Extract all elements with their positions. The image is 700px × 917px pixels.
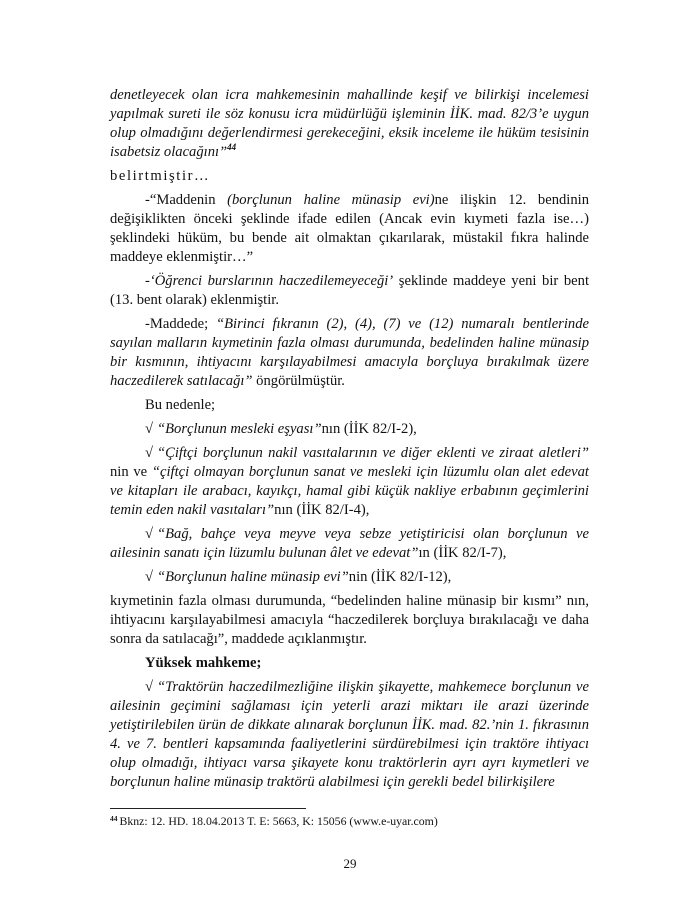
footnote [110,814,589,829]
kiymetinin-text: kıymetinin fazla olması durumunda, “bedelinden haline münasip bir kısmı” nın, ihtiyacını karşılayabilmesi amacıyla “haczedilerek borçluya bırakılacağı ve daha sonra da satılacağı”, maddede açıklanmıştır. [110,593,589,647]
maddede-paragraph [110,315,589,391]
maddede-suffix: öngörülmüştür. [252,373,345,389]
ogrenci-suffix: şeklinde maddeye yeni bir bent (13. bent olarak) eklenmiştir. [110,273,589,308]
checklist-item [110,568,589,587]
checklist-item [110,444,589,520]
quote-text: denetleyecek olan icra mahkemesinin mahallinde keşif ve bilirkişi incelemesi yapılmak sureti ile söz konusu icra müdürlüğü işleminin İİK. mad. 82/3’e uygun olup olmadığını değerlendirmesi gerekeceğini, eksik inceleme ile hüküm tesisinin isabetsiz olacağını” [110,87,589,160]
checklist-item-suffix: ın (İİK 82/I-7), [418,545,507,561]
checkmark-icon: √ [145,569,154,585]
footnote-separator [110,808,306,809]
footnote-number: 44 [110,814,118,823]
ogrenci-prefix: - [145,273,150,289]
traktor-paragraph [110,678,589,792]
page-number: 29 [343,856,357,871]
checklist-item-italic: “Borçlunun haline münasip evi” [157,569,349,585]
maddenin-prefix: -“Maddenin [145,192,228,208]
checkmark-icon: √ [145,445,154,461]
checklist-item-suffix: nın (İİK 82/I-2), [321,421,417,437]
bu-nedenle-text: Bu nedenle; [145,397,216,413]
quote-continuation-paragraph [110,86,589,162]
maddenin-italic: (borçlunun haline münasip evi) [227,192,435,208]
checklist-item-suffix: nın (İİK 82/I-4), [274,502,370,518]
ogrenci-burslari-paragraph [110,272,589,310]
traktor-italic: “Traktörün haczedilmezliğine ilişkin şikayette, mahkemece borçlunun ve ailesinin geçimini sağlaması için yeterli arazi miktarı ile arazi üzerinde yetiştirilebilen ürün de dikkate alınarak borçlunun İİK. mad. 82.’nin 1. fıkrasının 4. ve 7. bentleri kapsamında faaliyetlerini sürdürebilmesi için traktöre ihtiyacı olup olmadığı, ihtiyacı varsa şikayete konu traktörlerin ayrı ayrı kıymetleri ve borçlunun haline münasip traktörü alabilmesi için gerekli bedel bilirkişilere [110,679,589,790]
footnote-reference[interactable]: 44 [227,142,237,152]
checklist-item-italic: “Çiftçi borçlunun nakil vasıtalarının ve diğer eklenti ve ziraat aletleri” [157,445,589,461]
belirtmistir-text: belirtmiştir… [110,168,211,184]
checkmark-icon: √ [145,679,154,695]
checklist-item-suffix: nin (İİK 82/I-12), [348,569,452,585]
checklist-item [110,420,589,439]
maddenin-paragraph [110,191,589,267]
checklist-item [110,525,589,563]
yuksek-mahkeme-heading: Yüksek mahkeme; [145,655,262,671]
checklist-item-middle: nin ve [110,464,152,480]
checklist-item-italic-2: “çiftçi olmayan borçlunun sanat ve mesleki için lüzumlu olan alet edevat ve kitapları ile arabacı, kayıkçı, hamal gibi küçük nakliye erbabının geçimlerini temin eden nakil vasıtaları” [110,464,589,518]
checklist-item-italic: “Bağ, bahçe veya meyve veya sebze yetiştiricisi olan borçlunun ve ailesinin sanatı için lüzumlu bulunan âlet ve edevat” [110,526,589,561]
maddede-italic: “Birinci fıkranın (2), (4), (7) ve (12) numaralı bentlerinde sayılan malların kıymetinin fazla olması durumunda, bedelinden haline münasip bir kısmının, ihtiyacını karşılayabilmesi amacıyla borçluya bırakılmak üzere haczedilerek satılacağı” [110,316,589,389]
maddenin-suffix: ne ilişkin 12. bendinin değişiklikten önceki şeklinde ifade edilen (Ancak evin kıymeti fazla ise…) şeklindeki hüküm, bu bende ait olmaktan çıkarılarak, müstakil fıkra halinde maddeye eklenmiştir…” [110,192,589,265]
kiymetinin-paragraph [110,592,589,649]
checkmark-icon: √ [145,526,154,542]
belirtmistir-line [110,167,589,186]
checklist-item-italic: “Borçlunun mesleki eşyası” [157,421,322,437]
bu-nedenle-line [110,396,589,415]
section-heading [110,654,589,673]
checkmark-icon: √ [145,421,154,437]
footnote-text: Bknz: 12. HD. 18.04.2013 T. E: 5663, K: 15056 (www.e-uyar.com) [119,814,438,828]
ogrenci-italic: ‘Öğrenci burslarının haczedilemeyeceği’ [149,273,394,289]
page-body [110,86,589,797]
maddede-prefix: -Maddede; [145,316,217,332]
